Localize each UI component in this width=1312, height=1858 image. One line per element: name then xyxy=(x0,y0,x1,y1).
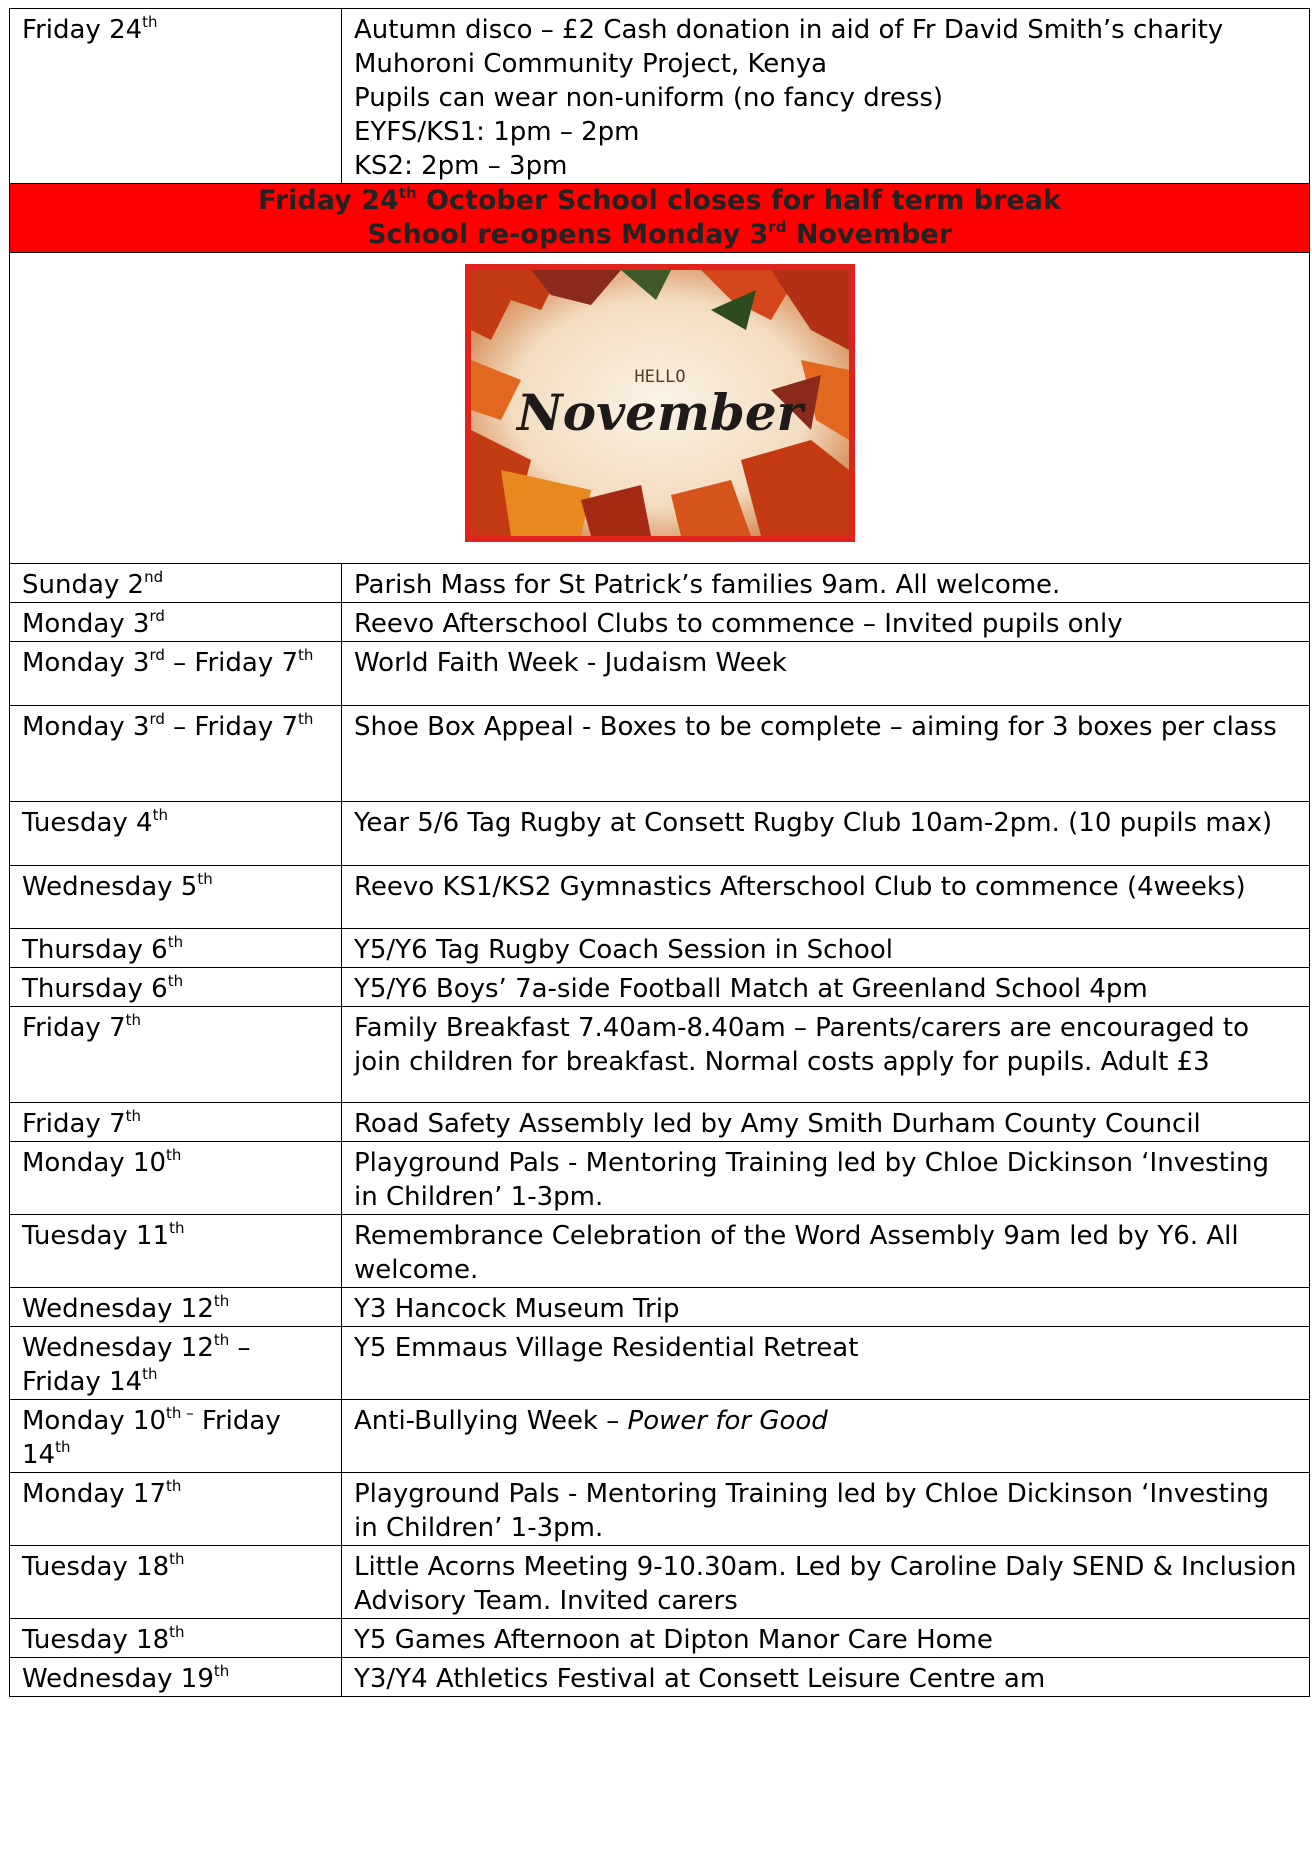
table-row xyxy=(10,1007,1310,1103)
table-row xyxy=(10,642,1310,706)
date-cell: Tuesday 18th xyxy=(10,1619,342,1658)
date-cell: Wednesday 12th – Friday 14th xyxy=(10,1327,342,1400)
date-cell: Monday 3rd xyxy=(10,603,342,642)
table-row xyxy=(10,802,1310,866)
event-cell: Parish Mass for St Patrick’s families 9am. All welcome. xyxy=(342,564,1310,603)
event-cell: Shoe Box Appeal - Boxes to be complete – aiming for 3 boxes per class xyxy=(342,706,1310,802)
date-cell: Friday 7th xyxy=(10,1007,342,1103)
table-row xyxy=(10,929,1310,968)
event-cell: Little Acorns Meeting 9-10.30am. Led by Caroline Daly SEND & Inclusion Advisory Team. Invited carers xyxy=(342,1546,1310,1619)
date-cell: Monday 10th xyxy=(10,1142,342,1215)
date-cell: Tuesday 18th xyxy=(10,1546,342,1619)
table-row xyxy=(10,1473,1310,1546)
image-row xyxy=(10,253,1310,564)
date-cell: Wednesday 5th xyxy=(10,866,342,929)
table-row xyxy=(10,1142,1310,1215)
event-cell: Y3 Hancock Museum Trip xyxy=(342,1288,1310,1327)
table-row xyxy=(10,1103,1310,1142)
table-row xyxy=(10,706,1310,802)
date-cell: Friday 24th xyxy=(10,9,342,184)
table-row xyxy=(10,968,1310,1007)
event-cell: Y5 Emmaus Village Residential Retreat xyxy=(342,1327,1310,1400)
date-cell: Sunday 2nd xyxy=(10,564,342,603)
event-cell: Remembrance Celebration of the Word Assembly 9am led by Y6. All welcome. xyxy=(342,1215,1310,1288)
date-cell: Thursday 6th xyxy=(10,929,342,968)
event-cell: Road Safety Assembly led by Amy Smith Durham County Council xyxy=(342,1103,1310,1142)
date-cell: Wednesday 19th xyxy=(10,1658,342,1697)
event-cell: Y5/Y6 Boys’ 7a-side Football Match at Greenland School 4pm xyxy=(342,968,1310,1007)
date-cell: Thursday 6th xyxy=(10,968,342,1007)
event-cell: Y5/Y6 Tag Rugby Coach Session in School xyxy=(342,929,1310,968)
event-cell: Reevo Afterschool Clubs to commence – Invited pupils only xyxy=(342,603,1310,642)
table-row xyxy=(10,1546,1310,1619)
event-cell: Playground Pals - Mentoring Training led by Chloe Dickinson ‘Investing in Children’ 1-3pm. xyxy=(342,1142,1310,1215)
event-cell: Anti-Bullying Week – Power for Good xyxy=(342,1400,1310,1473)
table-row xyxy=(10,9,1310,184)
date-cell: Monday 3rd – Friday 7th xyxy=(10,642,342,706)
event-cell: Family Breakfast 7.40am-8.40am – Parents/carers are encouraged to join children for breakfast. Normal costs apply for pupils. Adult £3 xyxy=(342,1007,1310,1103)
event-cell: Year 5/6 Tag Rugby at Consett Rugby Club 10am-2pm. (10 pupils max) xyxy=(342,802,1310,866)
date-cell: Tuesday 11th xyxy=(10,1215,342,1288)
date-cell: Wednesday 12th xyxy=(10,1288,342,1327)
banner-cell: Friday 24th October School closes for half term break School re-opens Monday 3rd November xyxy=(10,184,1310,253)
table-row xyxy=(10,564,1310,603)
date-cell: Tuesday 4th xyxy=(10,802,342,866)
image-cell xyxy=(10,253,1310,564)
table-row xyxy=(10,1288,1310,1327)
table-row xyxy=(10,1400,1310,1473)
poster-small-text: HELLO xyxy=(633,367,686,387)
table-row xyxy=(10,866,1310,929)
event-cell: Autumn disco – £2 Cash donation in aid of Fr David Smith’s charity Muhoroni Community Project, Kenya Pupils can wear non-uniform (no fancy dress) EYFS/KS1: 1pm – 2pm KS2: 2pm – 3pm xyxy=(342,9,1310,184)
table-row xyxy=(10,1215,1310,1288)
poster-big-text: November xyxy=(516,383,803,442)
date-cell: Monday 17th xyxy=(10,1473,342,1546)
date-cell: Friday 7th xyxy=(10,1103,342,1142)
table-row xyxy=(10,1658,1310,1697)
half-term-banner xyxy=(10,184,1310,253)
event-cell: Playground Pals - Mentoring Training led by Chloe Dickinson ‘Investing in Children’ 1-3pm. xyxy=(342,1473,1310,1546)
event-cell: Y3/Y4 Athletics Festival at Consett Leisure Centre am xyxy=(342,1658,1310,1697)
event-cell: World Faith Week - Judaism Week xyxy=(342,642,1310,706)
hello-november-image xyxy=(465,264,855,542)
table-row xyxy=(10,1619,1310,1658)
date-cell: Monday $10^{th -}$ Friday 14th xyxy=(10,1400,342,1473)
calendar-table xyxy=(9,8,1310,1697)
event-cell: Reevo KS1/KS2 Gymnastics Afterschool Club to commence (4weeks) xyxy=(342,866,1310,929)
table-row xyxy=(10,603,1310,642)
date-cell: Monday 3rd – Friday 7th xyxy=(10,706,342,802)
table-row xyxy=(10,1327,1310,1400)
event-cell: Y5 Games Afternoon at Dipton Manor Care Home xyxy=(342,1619,1310,1658)
